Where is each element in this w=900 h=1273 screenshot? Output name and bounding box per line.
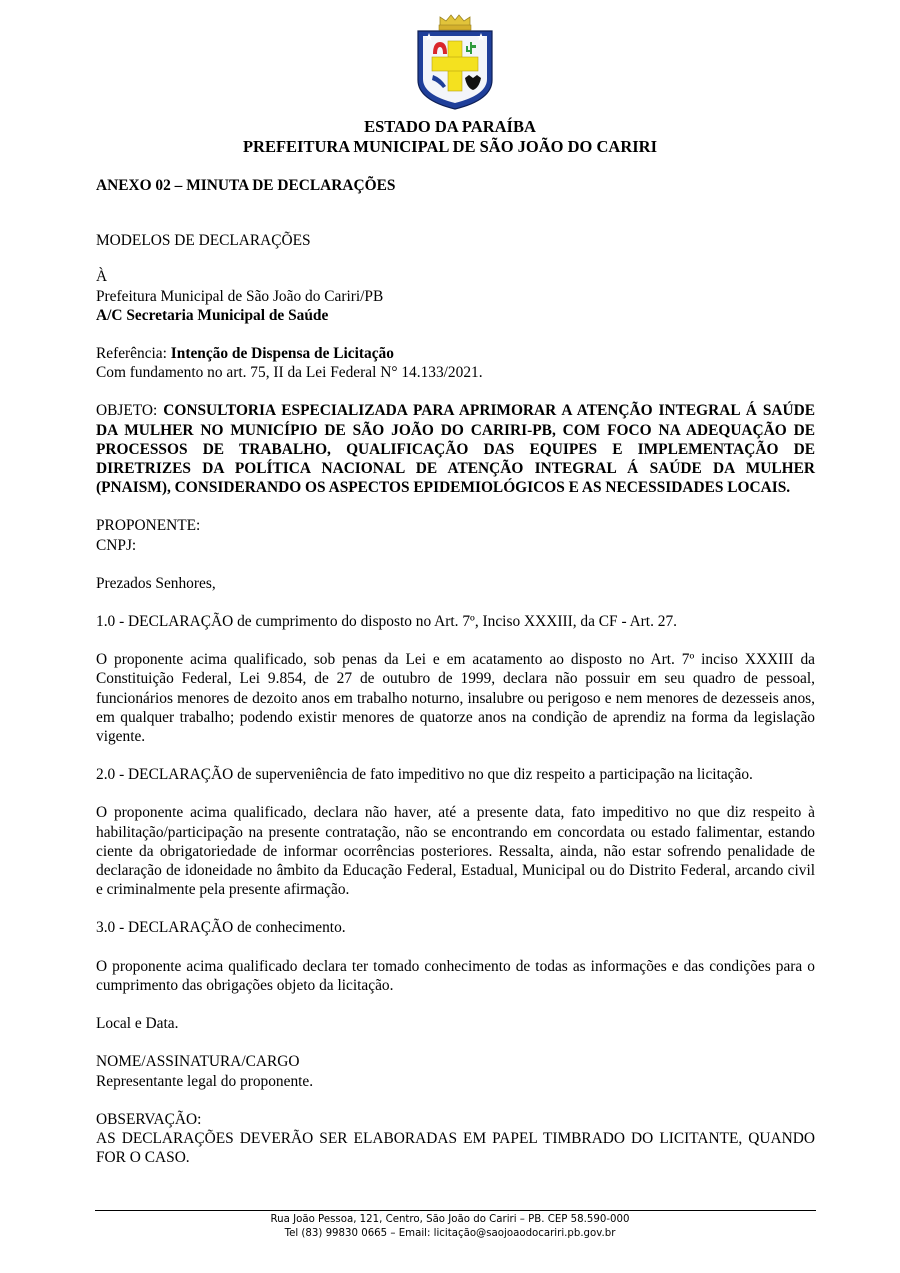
document-body (96, 176, 815, 1186)
observation-block (96, 1110, 815, 1168)
section-2-body: O proponente acima qualificado, declara não haver, até a presente data, fato impeditivo no que diz respeito à habilitação/participação na presente contratação, não se encontrando em concordata ou estado falimentar, estando ciente da obrigatoriedade de informar ocorrências posteriores. Ressalta, ainda, não estar sofrendo penalidade de declaração de idoneidade no âmbito da Educação Federal, Estadual, Municipal ou do Distrito Federal, arcando civil e criminalmente pela presente afirmação. (96, 804, 815, 899)
signature-line: NOME/ASSINATURA/CARGO (96, 1053, 300, 1071)
object-label: OBJETO: (96, 402, 164, 420)
section-1-body: O proponente acima qualificado, sob penas da Lei e em acatamento ao disposto no Art. 7º inciso XXXIII da Constituição Federal, Lei 9.854, de 27 de outubro de 1999, declara não possuir em seu quadro de pessoal, funcionários menores de dezoito anos em trabalho noturno, insalubre ou perigoso e nem menores de dezesseis anos, em qualquer trabalho; podendo existir menores de quatorze anos na condição de aprendiz na forma da legislação vigente. (96, 651, 815, 746)
addressee-to: À (96, 268, 108, 286)
reference-label: Referência: (96, 345, 171, 363)
addressee-entity: Prefeitura Municipal de São João do Cariri/PB (96, 287, 384, 305)
annex-title: ANEXO 02 – MINUTA DE DECLARAÇÕES (96, 177, 396, 194)
observation-label: OBSERVAÇÃO: (96, 1110, 202, 1128)
proponent-block (96, 516, 815, 554)
observation-text: AS DECLARAÇÕES DEVERÃO SER ELABORADAS EM PAPEL TIMBRADO DO LICITANTE, QUANDO FOR O CASO. (96, 1129, 815, 1167)
footer-contact: Tel (83) 99830 0665 – Email: licitação@saojoaodocariri.pb.gov.br (284, 1228, 616, 1239)
addressee-block (96, 267, 815, 325)
proponent-label: PROPONENTE: (96, 517, 201, 535)
crown-icon (439, 15, 471, 30)
reference-value: Intenção de Dispensa de Licitação (170, 345, 394, 363)
footer-divider (95, 1210, 816, 1211)
addressee-attention: A/C Secretaria Municipal de Saúde (96, 306, 329, 324)
footer-address: Rua João Pessoa, 121, Centro, São João do Cariri – PB. CEP 58.590-000 (270, 1214, 630, 1225)
object-text: CONSULTORIA ESPECIALIZADA PARA APRIMORAR A ATENÇÃO INTEGRAL Á SAÚDE DA MULHER NO MUNICÍPIO DE SÃO JOÃO DO CARIRI-PB, COM FOCO NA ADEQUAÇÃO DE PROCESSOS DE TRABALHO, QUALIFICAÇÃO DAS EQUIPES E IMPLEMENTAÇÃO DE DIRETRIZES DA POLÍTICA NACIONAL DE ATENÇÃO INTEGRAL Á SAÚDE DA MULHER (PNAISM), CONSIDERANDO OS ASPECTOS EPIDEMIOLÓGICOS E AS NECESSIDADES LOCAIS. (96, 402, 815, 497)
section-1-heading: 1.0 - DECLARAÇÃO de cumprimento do disposto no Art. 7º, Inciso XXXIII, da CF - Art. 27. (96, 613, 678, 631)
signature-block (96, 1052, 815, 1090)
reference-block (96, 344, 815, 382)
signature-caption: Representante legal do proponente. (96, 1072, 314, 1090)
section-3-body: O proponente acima qualificado declara ter tomado conhecimento de todas as informações e das condições para o cumprimento das obrigações objeto da licitação. (96, 957, 815, 994)
cnpj-label: CNPJ: (96, 536, 137, 554)
models-heading: MODELOS DE DECLARAÇÕES (96, 232, 311, 250)
place-date: Local e Data. (96, 1015, 179, 1033)
object-block (96, 401, 815, 497)
municipality-title: PREFEITURA MUNICIPAL DE SÃO JOÃO DO CARIRI (242, 137, 658, 156)
section-3-heading: 3.0 - DECLARAÇÃO de conhecimento. (96, 919, 346, 937)
state-title: ESTADO DA PARAÍBA (364, 117, 536, 136)
municipal-crest-logo (415, 12, 495, 112)
greeting: Prezados Senhores, (96, 574, 216, 592)
legal-basis: Com fundamento no art. 75, II da Lei Federal N° 14.133/2021. (96, 364, 483, 382)
section-2-heading: 2.0 - DECLARAÇÃO de superveniência de fato impeditivo no que diz respeito a participação na licitação. (96, 766, 753, 784)
